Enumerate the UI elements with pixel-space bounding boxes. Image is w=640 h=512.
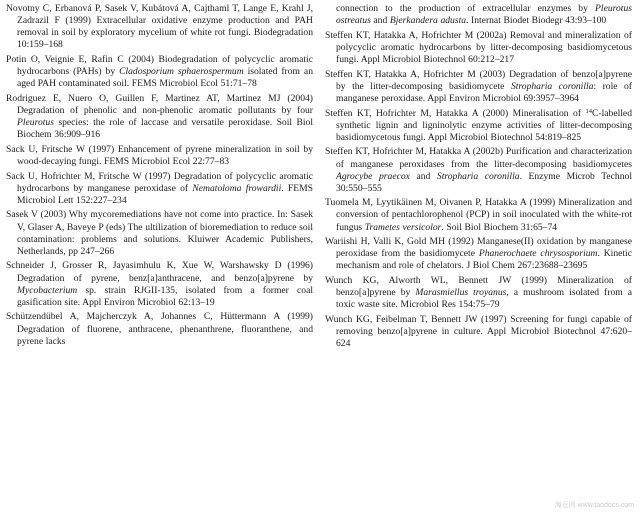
reference-text: Steffen KT, Hatakka A, Hofrichter M (2003) Degradation of benzo[a]pyrene by the litter-decomposing basidiomycete <box>325 68 635 92</box>
reference-italic-text: Phanerochaete chrysosporium <box>478 248 598 260</box>
reference-text: . Enzyme Microb Technol 30:550–555 <box>336 170 635 194</box>
reference-text: Wariishi H, Valli K, Gold MH (1992) Manganese(II) oxidation by manganese peroxidase from the basidiomycete <box>325 236 635 260</box>
reference-entry <box>325 275 635 311</box>
reference-text: Schützendübel A, Majcherczyk A, Johannes C, Hüttermann A (1999) Degradation of fluorene, anthracene, phenanthrene, fluoranthene, and pyrene lacks <box>6 311 316 347</box>
reference-text: and <box>370 15 390 27</box>
reference-italic-text: Pleurotus <box>17 117 54 129</box>
reference-text: , a mushroom isolated from a toxic waste site. Microbiol Res 154:75–79 <box>336 287 635 311</box>
reference-italic-text: Pleurotus ostreatus <box>336 3 632 27</box>
reference-italic-text: Stropharia coronilla <box>510 80 594 92</box>
reference-text: : role of manganese peroxidase. Appl Environ Microbiol 69:3957–3964 <box>336 80 635 104</box>
reference-text: . Internat Biodet Biodegr 43:93–100 <box>466 15 607 27</box>
reference-text: connection to the production of extracellular enzymes by <box>336 3 596 14</box>
reference-text: Sack U, Hofrichter M, Fritsche W (1997) Degradation of polycyclic aromatic hydrocarbons by manganese peroxidase of <box>6 170 316 194</box>
reference-text: Schneider J, Grosser R, Jayasimhulu K, Xue W, Warshawsky D (1996) Degradation of pyrene, benz[a]anthracene, and benzo[a]pyrene by <box>6 260 316 284</box>
reference-entry <box>6 143 316 168</box>
reference-text: and <box>409 170 437 182</box>
reference-entry <box>6 209 316 257</box>
reference-text: Wunch KG, Feibelman T, Bennett JW (1997) Screening for fungi capable of removing benzo[a]pyrene in culture. Appl Microbiol Biotechnol 47:620–624 <box>325 314 635 350</box>
reference-text: Rodriguez E, Nuero O, Guillen F, Martinez AT, Martinez MJ (2004) Degradation of phenolic and non-phenolic aromatic pollutants by four <box>6 92 316 116</box>
reference-entry <box>325 107 635 144</box>
reference-text: . Kinetic mechanism and role of chelators. J Biol Chem 267:23688–23695 <box>336 248 635 272</box>
reference-entry <box>6 311 316 347</box>
reference-italic-text: Stropharia coronilla <box>436 170 520 182</box>
reference-italic-text: Bjerkandera adusta <box>389 15 467 27</box>
reference-italic-text: Marasmiellus troyanus <box>415 287 507 299</box>
reference-text: species: the role of laccase and versatile peroxidase. Soil Biol Biochem 36:909–916 <box>17 117 316 141</box>
reference-text: Sasek V (2003) Why mycoremediations have not come into practice. In: Sasek V, Glaser A, Baveye P (eds) The ultilization of bioremediation to reduce soil contamination: problems and solutions. Kluiwer Academic Publishers, Netherlands, pp 247–266 <box>6 209 316 257</box>
reference-entry <box>325 236 635 272</box>
reference-entry <box>325 29 635 66</box>
reference-text: Steffen KT, Hatakka A, Hofrichter M (2002a) Removal and mineralization of polycyclic aromatic hydrocarbons by litter-decomposing basidiomycetous fungi. Appl Microbiol Biotechnol 60:212–217 <box>325 29 635 65</box>
reference-entry <box>325 68 635 105</box>
reference-text: sp. strain RJGII-135, isolated from a former coal gasification site. Appl Environ Microbiol 62:13–19 <box>17 284 316 308</box>
reference-text: Sack U, Fritsche W (1997) Enhancement of pyrene mineralization in soil by wood-decaying fungi. FEMS Microbiol Ecol 22:77–83 <box>6 143 316 167</box>
reference-entry <box>325 314 635 350</box>
right-column <box>325 3 635 512</box>
reference-text: C-labelled synthetic lignin and ligninolytic enzyme activities of litter-decomposing basidiomycetous fungi. Appl Microbiol Biotechnol 54:819–825 <box>336 107 635 143</box>
reference-italic-text: Cladosporium sphaerospermum <box>119 66 244 78</box>
reference-text: Novotny C, Erbanová P, Sasek V, Kubátová A, Cajthaml T, Lange E, Krahl J, Zadrazil F (1999) Extracellular oxidative enzyme production and PAH removal in soil by exploratory mycelium of white rot fungi. Biodegradation 10:159–168 <box>6 3 316 51</box>
reference-italic-text: Trametes versicolor <box>364 221 442 233</box>
reference-italic-text: Nematoloma frowardii <box>192 182 282 194</box>
reference-italic-text: Agrocybe praecox <box>336 170 410 182</box>
reference-text: Wunch KG, Alworth WL, Bennett JW (1999) Mineralization of benzo[a]pyrene by <box>325 275 635 299</box>
reference-text: isolated from an aged PAH contaminated soil. FEMS Microbiol Ecol 51:71–78 <box>17 66 316 90</box>
reference-entry <box>325 197 635 233</box>
left-column <box>6 3 316 512</box>
reference-text: Steffen KT, Hofrichter M, Hatakka A (2000) Mineralisation of <box>325 107 586 119</box>
reference-text: Potin O, Veignie E, Rafin C (2004) Biodegradation of polycyclic aromatic hydrocarbons (PAHs) by <box>6 53 316 78</box>
reference-entry <box>325 3 632 27</box>
reference-entry <box>6 53 316 90</box>
reference-entry <box>6 260 316 308</box>
reference-text: Steffen KT, Hofrichter M, Hatakka A (2002b) Purification and characterization of manganese peroxidases from the litter-decomposing basidiomycetes <box>325 146 635 170</box>
reference-entry <box>6 3 316 51</box>
reference-italic-text: Mycobacterium <box>17 284 78 296</box>
watermark: 淘豆网 www.taodocs.com <box>554 502 634 509</box>
reference-entry <box>6 170 316 207</box>
reference-entry <box>6 92 316 141</box>
reference-text: . Soil Biol Biochem 31:65–74 <box>441 221 558 233</box>
reference-text: . FEMS Microbiol Lett 152:227–234 <box>17 182 316 206</box>
reference-superscript: 14 <box>585 107 593 115</box>
reference-text: Tuomela M, Lyytikäinen M, Oivanen P, Hatakka A (1999) Mineralization and conversion of pentachlorophenol (PCP) in soil inoculated with the white-rot fungus <box>325 197 635 233</box>
reference-entry <box>325 146 635 194</box>
